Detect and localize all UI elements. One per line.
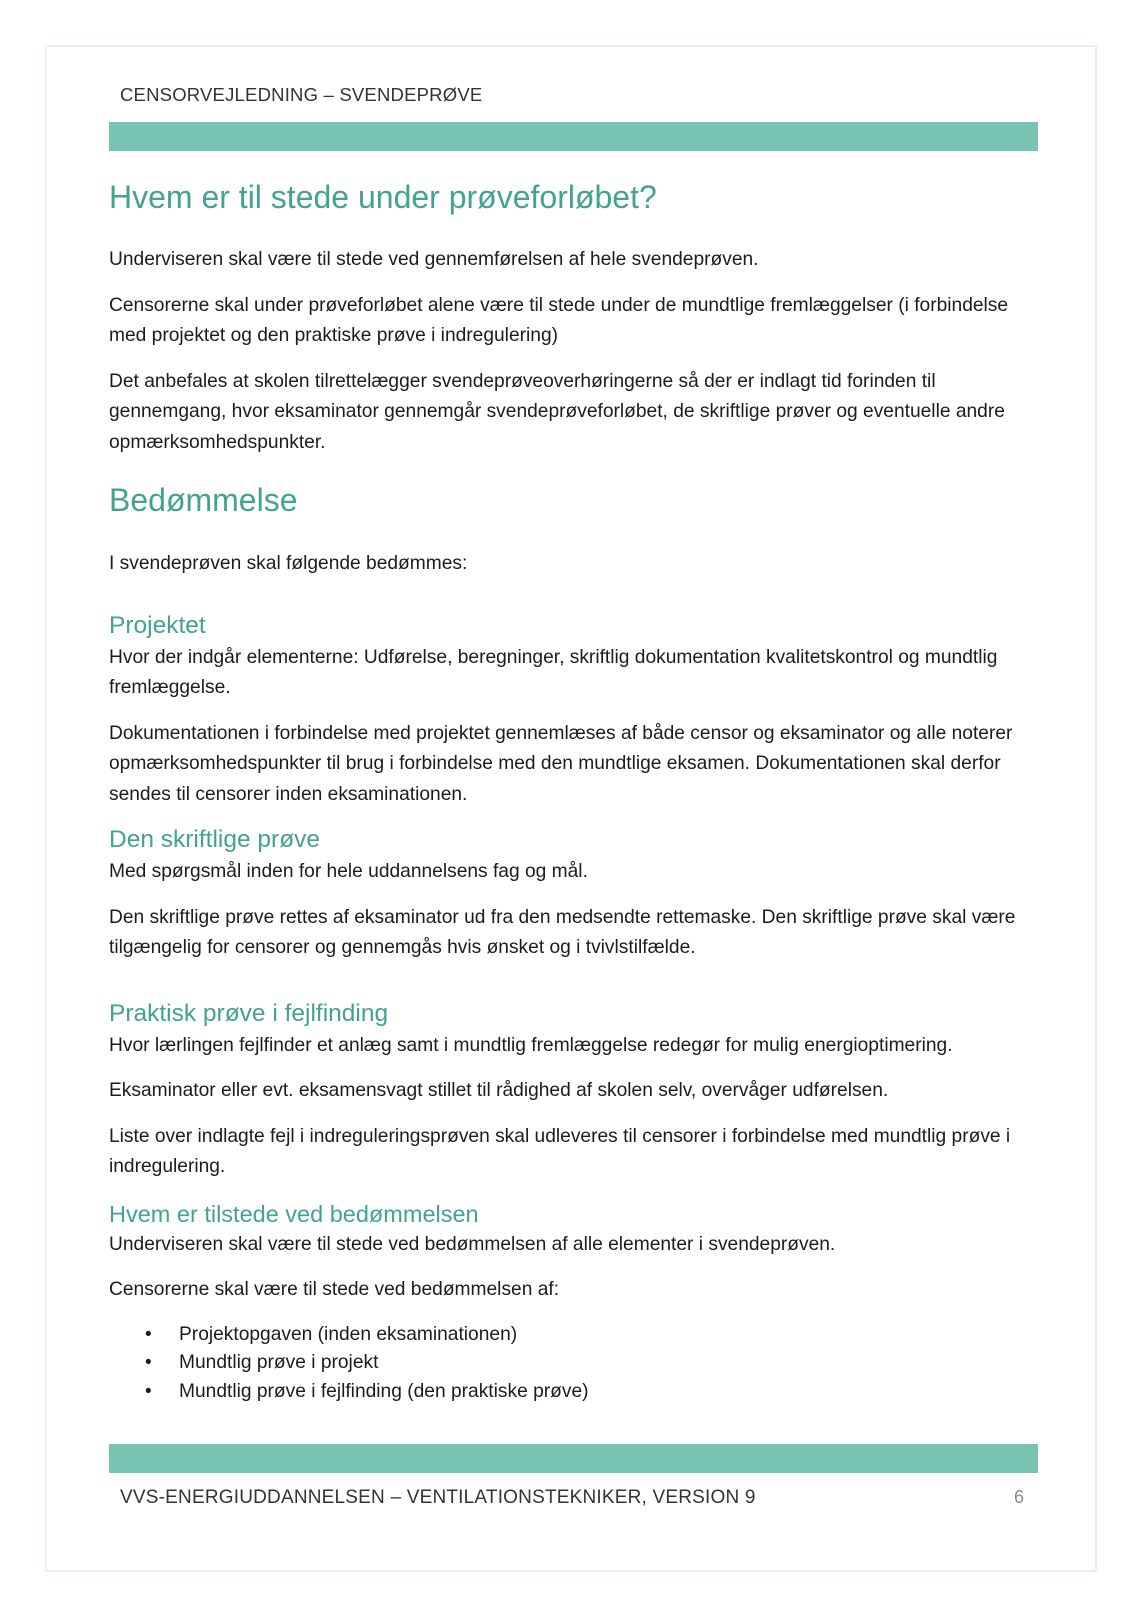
paragraph: Eksaminator eller evt. eksamensvagt stillet til rådighed af skolen selv, overvåger udførelsen. (109, 1080, 889, 1101)
paragraph: Hvor lærlingen fejlfinder et anlæg samt i mundtlig fremlæggelse redegør for mulig energioptimering. (109, 1034, 953, 1056)
paragraph: Underviseren skal være til stede ved bedømmelsen af alle elementer i svendeprøven. (109, 1233, 836, 1255)
list-item (109, 1321, 1029, 1350)
page-number: 6 (1014, 1487, 1025, 1507)
paragraph: Med spørgsmål inden for hele uddannelsens fag og mål. (109, 861, 588, 882)
paragraph: Censorerne skal under prøveforløbet alene være til stede under de mundtlige fremlæggelser (i forbindelse med projektet og den praktiske prøve i indregulering) (109, 294, 1009, 346)
paragraph: Dokumentationen i forbindelse med projektet gennemlæses af både censor og eksaminator og alle noterer opmærksomhedspunkter til brug i forbindelse med den mundtlige eksamen. Dokumentationen skal derfor sendes til censorer inden eksaminationen. (109, 722, 1013, 805)
paragraph: Censorerne skal være til stede ved bedømmelsen af: (109, 1279, 560, 1300)
list-item-text: Mundtlig prøve i projekt (179, 1352, 379, 1373)
list-item-text: Projektopgaven (inden eksaminationen) (179, 1323, 518, 1345)
paragraph: Underviseren skal være til stede ved gennemførelsen af hele svendeprøven. (109, 249, 759, 270)
paragraph: I svendeprøven skal følgende bedømmes: (109, 553, 468, 574)
page-title: Hvem er til stede under prøveforløbet? (109, 179, 657, 215)
bullet-list (109, 1321, 1029, 1407)
subheading-skriftlig: Den skriftlige prøve (109, 826, 321, 853)
running-header: CENSORVEJLEDNING – SVENDEPRØVE (120, 84, 483, 105)
paragraph: Liste over indlagte fejl i indreguleringsprøven skal udleveres til censorer i forbindelse med mundtlig prøve i indregulering. (109, 1125, 1011, 1177)
list-item (109, 1349, 1029, 1378)
paragraph: Det anbefales at skolen tilrettelægger svendeprøveoverhøringerne så der er indlagt tid forinden til gennemgang, hvor eksaminator gennemgår svendeprøveforløbet, de skriftlige prøver og eventuelle andre opmærksomhedspunkter. (109, 370, 1005, 453)
list-item-text: Mundtlig prøve i fejlfinding (den praktiske prøve) (179, 1380, 589, 1402)
header-band (109, 122, 1038, 151)
bullet-icon: • (145, 1323, 152, 1345)
footer-band (109, 1444, 1038, 1473)
section-title: Bedømmelse (109, 482, 298, 518)
subheading-praktisk: Praktisk prøve i fejlfinding (109, 999, 389, 1027)
running-footer: VVS-ENERGIUDDANNELSEN – VENTILATIONSTEKNIKER, VERSION 9 (120, 1487, 756, 1508)
list-item (109, 1378, 1029, 1407)
subheading-projekt: Projektet (109, 611, 206, 639)
page-content (109, 172, 1029, 1406)
subheading-hvem: Hvem er tilstede ved bedømmelsen (109, 1200, 479, 1227)
paragraph: Hvor der indgår elementerne: Udførelse, beregninger, skriftlig dokumentation kvalitetskontrol og mundtlig fremlæggelse. (109, 646, 998, 698)
bullet-icon: • (145, 1380, 152, 1402)
bullet-icon: • (145, 1352, 152, 1373)
paragraph: Den skriftlige prøve rettes af eksaminator ud fra den medsendte rettemaske. Den skriftlige prøve skal være tilgængelig for censorer og gennemgås hvis ønsket og i tvivlstilfælde. (109, 906, 1016, 958)
